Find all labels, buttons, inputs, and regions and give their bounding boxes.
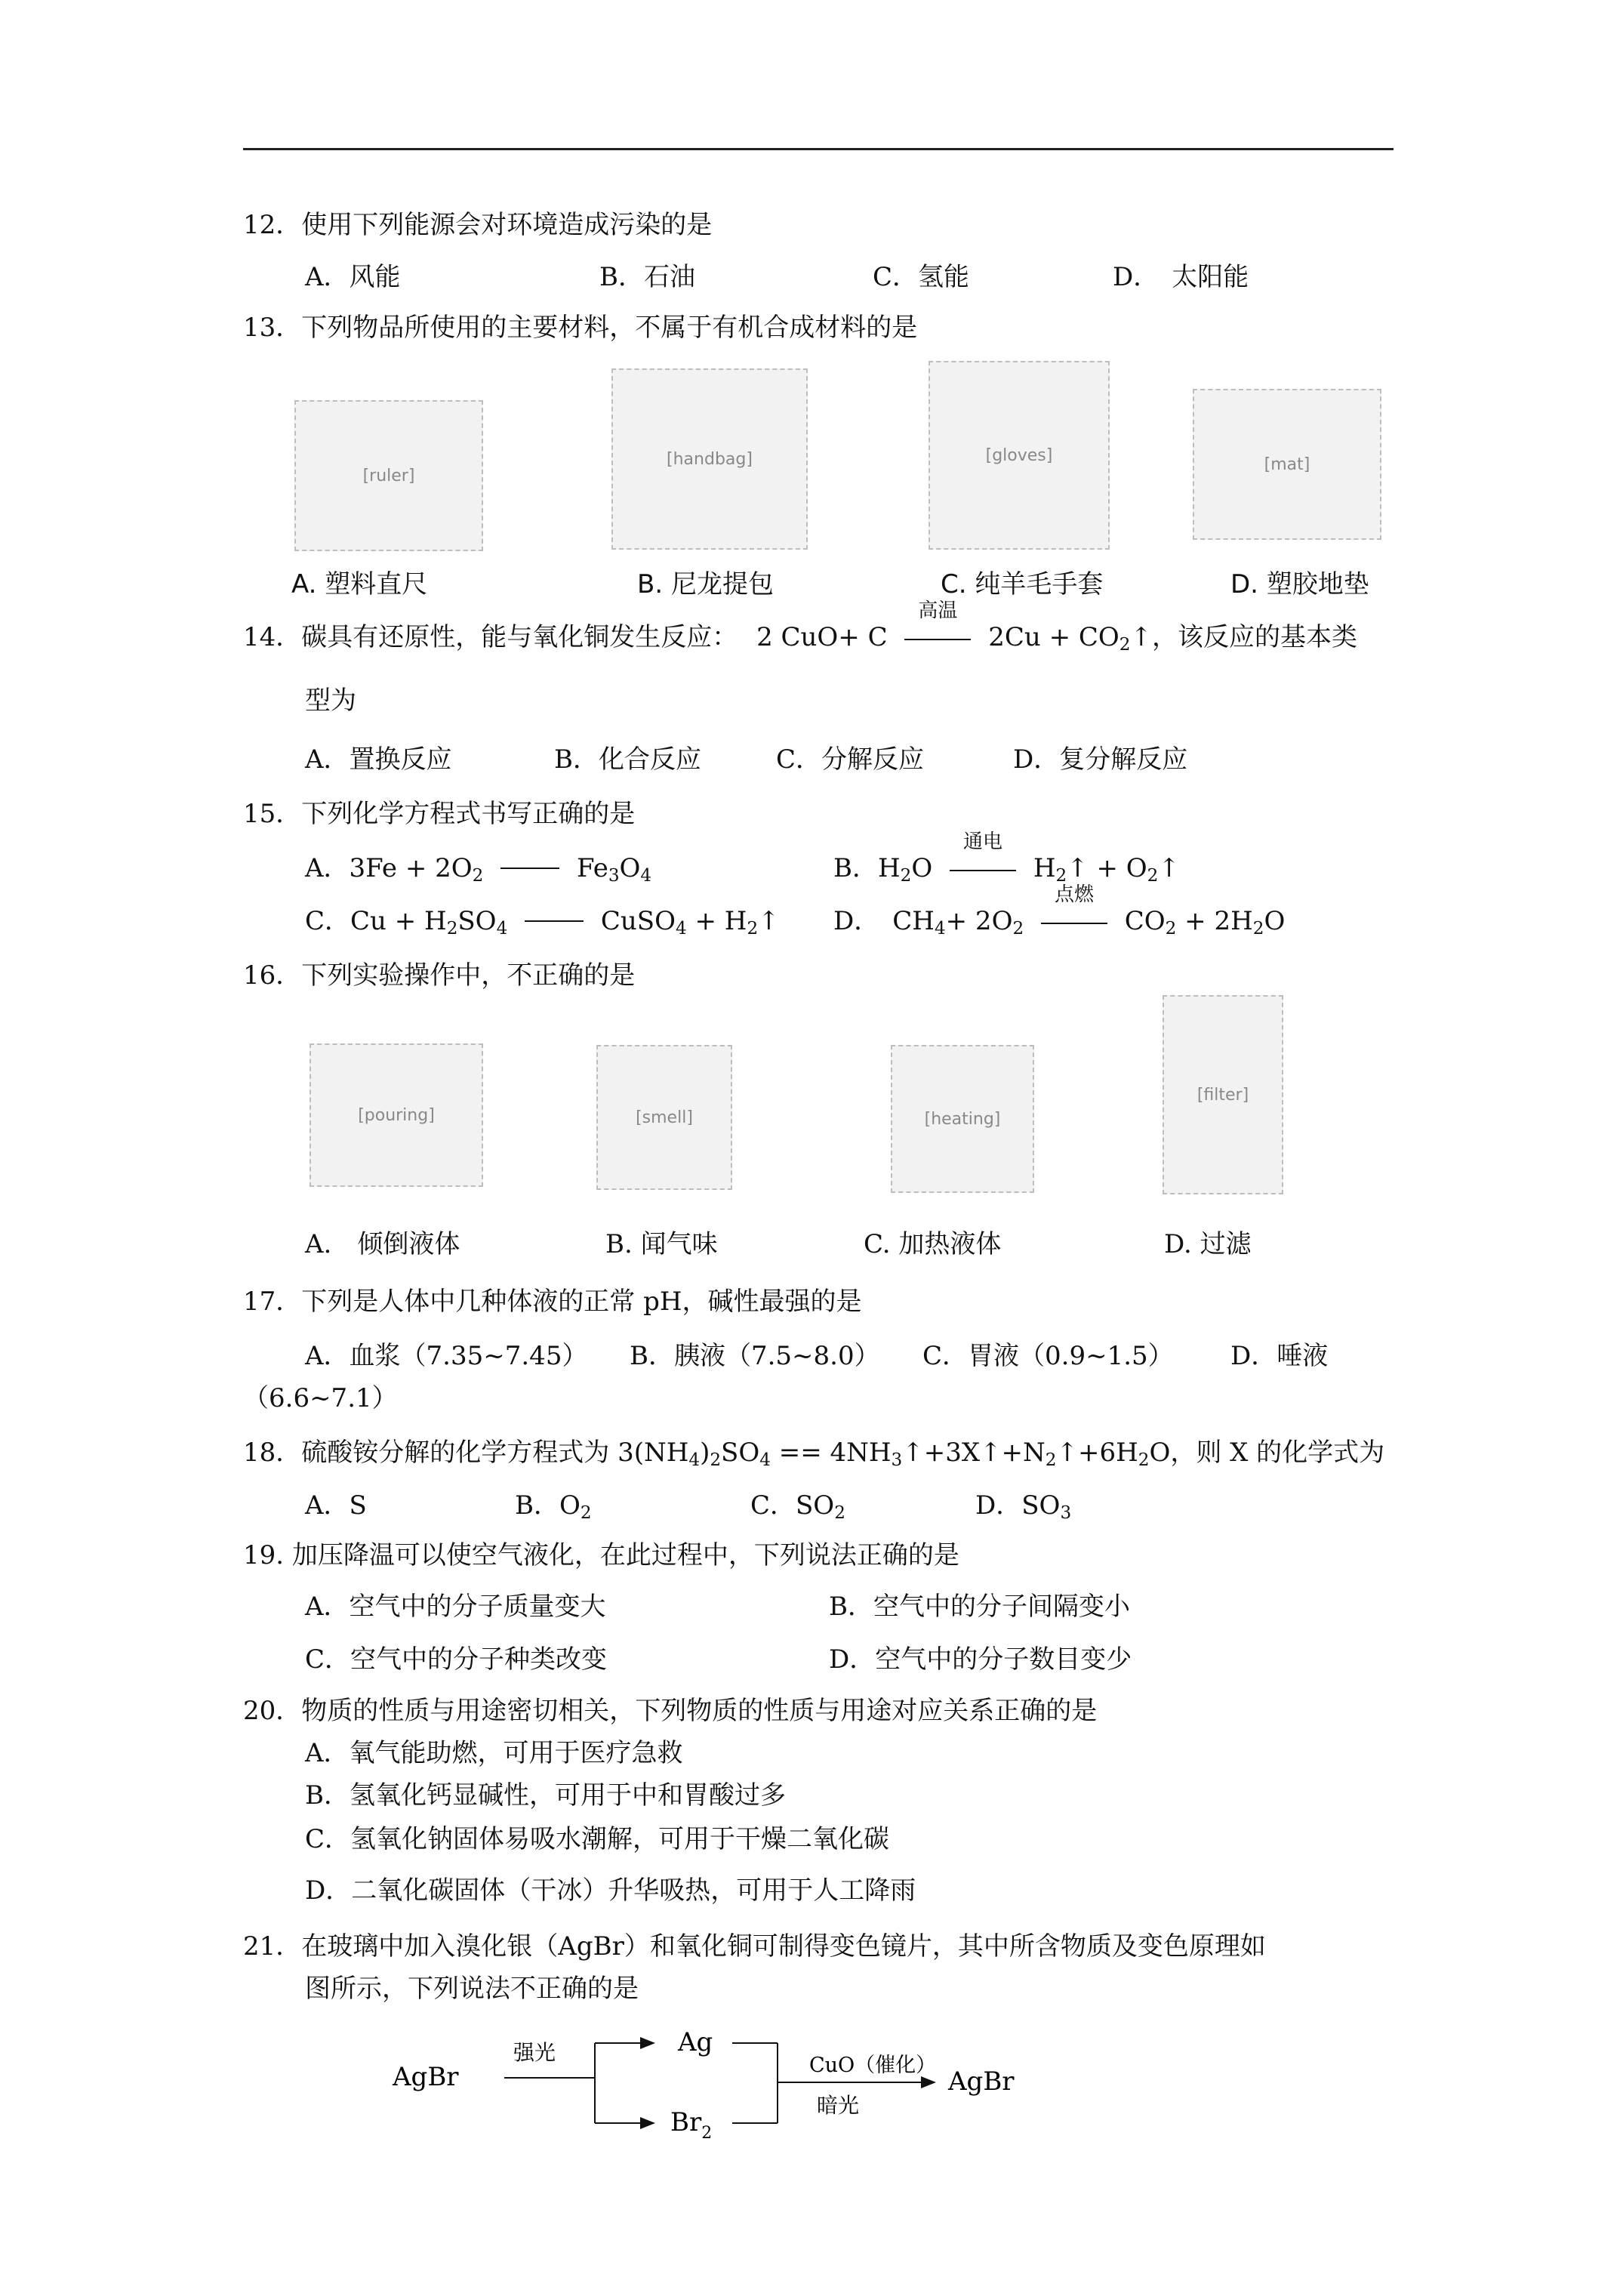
diagram-agbr-start: AgBr xyxy=(393,2062,459,2092)
q20-option-a: A．氧气能助燃，可用于医疗急救 xyxy=(305,1738,683,1768)
q18-c-pre: C．SO xyxy=(750,1490,835,1521)
q20-option-b: B．氢氧化钙显碱性，可用于中和胃酸过多 xyxy=(305,1780,786,1811)
q18-option-c xyxy=(750,1489,845,1522)
q20-option-d: D．二氧化碳固体（干冰）升华吸热，可用于人工降雨 xyxy=(305,1875,916,1906)
q15-option-c xyxy=(305,905,780,938)
filtration-image: [filter] xyxy=(1163,995,1283,1194)
q15-c-prod-mid: + H xyxy=(686,906,747,936)
q18-s4: 3 xyxy=(891,1450,903,1470)
diagram-br-sub: 2 xyxy=(701,2124,713,2143)
q13-stem: 13．下列物品所使用的主要材料，不属于有机合成材料的是 xyxy=(243,313,918,343)
q21-stem-line2: 图所示，下列说法不正确的是 xyxy=(305,1974,639,2004)
q15-d-prod-sub2: 2 xyxy=(1252,918,1264,938)
q12-option-a: A．风能 xyxy=(305,262,401,292)
q15-d-prod-sub: 2 xyxy=(1165,918,1177,938)
q18-stem xyxy=(243,1436,1384,1469)
q21-discoloration-diagram xyxy=(377,2008,1072,2159)
q15-a-dash xyxy=(500,868,559,869)
q18-s5: 2 xyxy=(1045,1450,1057,1470)
q15-b-prod2-sub: 2 xyxy=(1147,865,1159,886)
q15-d-mid: + 2O xyxy=(945,906,1013,936)
smelling-image: [smell] xyxy=(596,1045,732,1190)
q15-a-prod-o: O xyxy=(619,853,641,883)
q14-stem-pre: 14．碳具有还原性，能与氧化铜发生反应： xyxy=(243,622,738,652)
q16-option-a: A. 倾倒液体 xyxy=(305,1229,460,1259)
heating-liquid-image: [heating] xyxy=(891,1045,1034,1193)
q15-b-arrow xyxy=(947,831,1019,885)
q18-stem-post: O，则 X 的化学式为 xyxy=(1149,1438,1385,1468)
q12-option-b: B．石油 xyxy=(599,262,695,292)
pouring-liquid-image: [pouring] xyxy=(310,1043,483,1187)
q15-a-prod-sub1: 3 xyxy=(608,865,620,886)
mat-image: [mat] xyxy=(1193,389,1381,540)
q14-stem-post: ↑，该反应的基本类 xyxy=(1130,622,1357,652)
q15-d-sub1: 4 xyxy=(934,918,946,938)
q18-s2: 2 xyxy=(710,1450,722,1470)
q20-option-c: C．氢氧化钠固体易吸水潮解，可用于干燥二氧化碳 xyxy=(305,1824,890,1854)
q12-option-d: D． 太阳能 xyxy=(1113,262,1249,292)
q15-a-prod-sub2: 4 xyxy=(640,865,652,886)
q12-option-c: C．氢能 xyxy=(873,262,970,292)
q14-option-b: B．化合反应 xyxy=(554,744,701,775)
diagram-ag: Ag xyxy=(678,2027,713,2057)
q16-option-b: B. 闻气味 xyxy=(605,1229,718,1259)
q14-option-a: A．置换反应 xyxy=(305,744,452,775)
q18-b-pre: B．O xyxy=(515,1490,581,1521)
q18-t4: ↑+3X↑+N xyxy=(902,1438,1046,1468)
q17-option-b: B．胰液（7.5~8.0） xyxy=(630,1341,880,1371)
q15-d-condition: 点燃 xyxy=(1054,883,1094,906)
q15-c-prod: CuSO xyxy=(600,906,676,936)
q18-c-sub: 2 xyxy=(834,1502,845,1523)
q17-stem: 17．下列是人体中几种体液的正常 pH，碱性最强的是 xyxy=(243,1287,862,1317)
q15-d-prod: CO xyxy=(1124,906,1166,936)
q15-b-condition: 通电 xyxy=(963,831,1003,853)
q15-d-label: D． CH xyxy=(833,906,935,936)
diagram-catalyst-label: CuO（催化） xyxy=(809,2054,937,2077)
q15-b-prod1-sub: 2 xyxy=(1055,865,1067,886)
header-rule xyxy=(243,148,1394,150)
q15-b-prod1: H xyxy=(1033,853,1056,883)
q15-c-prod-sub2: 2 xyxy=(747,918,759,938)
q14-condition: 高温 xyxy=(918,599,958,622)
gloves-image: [gloves] xyxy=(929,361,1110,550)
handbag-image: [handbag] xyxy=(611,368,808,550)
diagram-strong-light-label: 强光 xyxy=(513,2040,556,2065)
q18-d-pre: D．SO xyxy=(975,1490,1061,1521)
q14-option-c: C．分解反应 xyxy=(776,744,925,775)
q15-d-sub2: 2 xyxy=(1012,918,1024,938)
q19-option-d: D．空气中的分子数目变少 xyxy=(829,1644,1132,1675)
q15-c-dash xyxy=(525,920,584,922)
diagram-br: Br xyxy=(670,2107,702,2137)
q15-d-arrow xyxy=(1038,883,1110,938)
q16-option-c: C. 加热液体 xyxy=(864,1229,1002,1259)
q15-d-prod-mid: + 2H xyxy=(1176,906,1253,936)
q18-option-d xyxy=(975,1489,1071,1522)
q15-option-d xyxy=(833,883,1286,938)
q13-option-d-letter: D. xyxy=(1230,569,1258,599)
q16-option-d: D. 过滤 xyxy=(1164,1229,1252,1259)
q14-equation-line xyxy=(243,599,1357,655)
q19-option-c: C．空气中的分子种类改变 xyxy=(305,1644,608,1675)
q18-d-sub: 3 xyxy=(1060,1502,1072,1523)
q15-c-sub2: 4 xyxy=(496,918,508,938)
q13-option-a-letter: A. xyxy=(291,569,317,599)
q15-b-o: O xyxy=(911,853,933,883)
q14-option-d: D．复分解反应 xyxy=(1013,744,1188,775)
q18-stem-pre: 18．硫酸铵分解的化学方程式为 3(NH xyxy=(243,1438,689,1468)
q18-s6: 2 xyxy=(1138,1450,1150,1470)
q13-option-d-text: 塑胶地垫 xyxy=(1266,569,1369,599)
q13-option-c-letter: C. xyxy=(941,569,967,599)
q13-option-c-text: 纯羊毛手套 xyxy=(975,569,1104,599)
q15-a-label: A．3Fe + 2O xyxy=(305,853,473,883)
q15-b-label: B．H xyxy=(833,853,901,883)
diagram-agbr-end: AgBr xyxy=(948,2066,1015,2097)
q15-a-sub: 2 xyxy=(472,865,484,886)
q14-products: 2Cu + CO xyxy=(988,622,1119,652)
q14-reaction-arrow xyxy=(901,599,974,654)
q14-reactants: 2 CuO+ C xyxy=(756,622,888,652)
q17-option-a: A．血浆（7.35~7.45） xyxy=(305,1341,588,1371)
q17-option-c: C．胃液（0.9~1.5） xyxy=(922,1341,1174,1371)
diagram-br2 xyxy=(670,2107,712,2143)
q21-stem-line1: 21．在玻璃中加入溴化银（AgBr）和氧化铜可制得变色镜片，其中所含物质及变色原理如 xyxy=(243,1931,1266,1962)
q18-t2: SO xyxy=(721,1438,760,1468)
q15-a-prod: Fe xyxy=(576,853,608,883)
q15-option-a xyxy=(305,852,651,885)
q18-s1: 4 xyxy=(688,1450,701,1470)
q15-b-prod-end: ↑ xyxy=(1158,853,1180,883)
q18-option-a: A．S xyxy=(305,1490,367,1521)
q13-option-b-letter: B. xyxy=(637,569,664,599)
q14-stem-line2: 型为 xyxy=(305,686,356,716)
q15-c-label: C．Cu + H xyxy=(305,906,447,936)
q18-s3: 4 xyxy=(759,1450,771,1470)
q18-t1: ) xyxy=(700,1438,710,1468)
q18-t3: == 4NH xyxy=(770,1438,892,1468)
q13-option-b-text: 尼龙提包 xyxy=(670,569,774,599)
q17-option-d-cont: （6.6~7.1） xyxy=(243,1383,398,1413)
q19-stem: 19. 加压降温可以使空气液化，在此过程中，下列说法正确的是 xyxy=(243,1540,959,1570)
q20-stem: 20．物质的性质与用途密切相关，下列物质的性质与用途对应关系正确的是 xyxy=(243,1696,1098,1726)
q15-stem: 15．下列化学方程式书写正确的是 xyxy=(243,799,636,829)
q15-b-prod-mid: ↑ + O xyxy=(1067,853,1147,883)
ruler-image: [ruler] xyxy=(294,400,483,551)
q19-option-b: B．空气中的分子间隔变小 xyxy=(829,1592,1130,1622)
q15-d-prod-end: O xyxy=(1264,906,1286,936)
diagram-dark-light-label: 暗光 xyxy=(817,2093,860,2118)
q15-c-prod-end: ↑ xyxy=(758,906,780,936)
q13-option-a-text: 塑料直尺 xyxy=(325,569,428,599)
q12-stem: 12．使用下列能源会对环境造成污染的是 xyxy=(243,210,713,240)
q15-c-sub1: 2 xyxy=(446,918,458,938)
q15-c-prod-sub: 4 xyxy=(675,918,687,938)
q15-option-b xyxy=(833,831,1180,886)
q15-c-so4: SO xyxy=(457,906,497,936)
q18-option-b xyxy=(515,1489,592,1522)
q15-b-sub: 2 xyxy=(900,865,912,886)
q14-co2-sub: 2 xyxy=(1119,634,1131,655)
q16-stem: 16．下列实验操作中，不正确的是 xyxy=(243,960,636,991)
q18-b-sub: 2 xyxy=(580,1502,592,1523)
q18-t5: ↑+6H xyxy=(1056,1438,1138,1468)
q19-option-a: A．空气中的分子质量变大 xyxy=(305,1592,606,1622)
q17-option-d: D．唾液 xyxy=(1230,1341,1329,1371)
